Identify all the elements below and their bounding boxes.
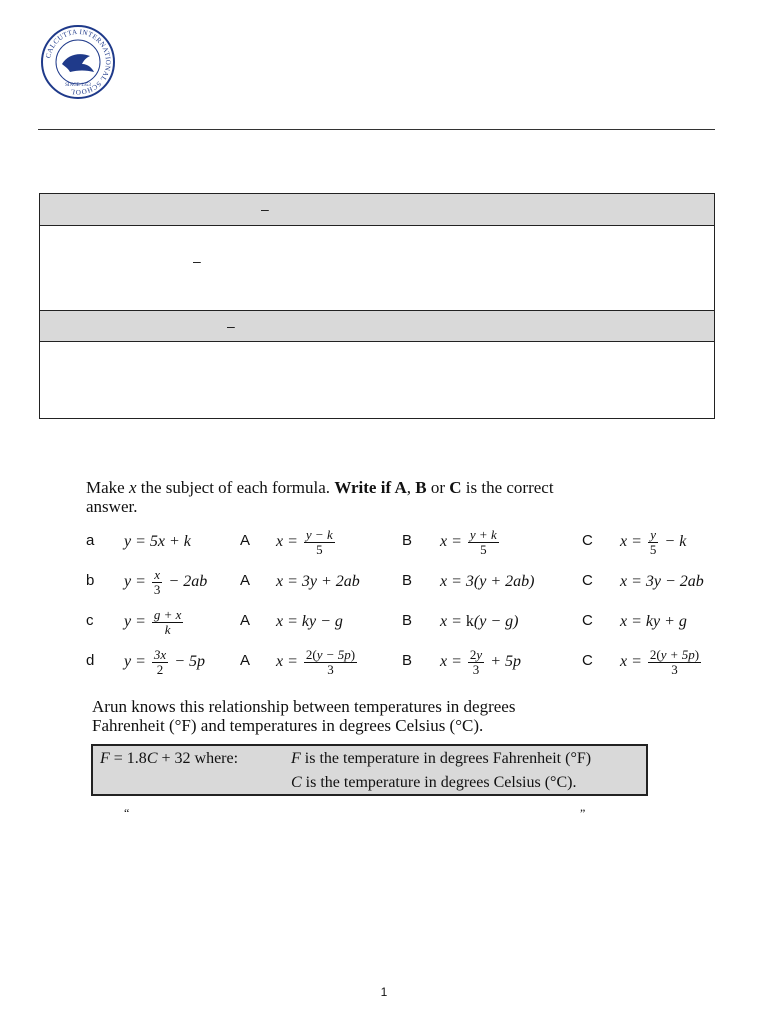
instruction-text	[86, 478, 566, 516]
instr-bold: Write if	[334, 478, 395, 497]
option-c-formula: x = 3y − 2ab	[620, 573, 704, 590]
option-label: A	[240, 572, 251, 589]
question-formula: y = $\frac{x}{3}$ − 2ab	[124, 566, 208, 597]
question-row-a	[86, 522, 726, 562]
option-label: B	[402, 532, 413, 549]
option-label: A	[240, 532, 251, 549]
svg-text:CALCUTTA INTERNATIONAL SCHOOL: CALCUTTA INTERNATIONAL SCHOOL	[44, 27, 113, 97]
info-boxes	[39, 193, 715, 419]
question-formula: y = $\frac{3x}{2}$ − 5p	[124, 646, 205, 677]
instr-option-b: B	[415, 478, 427, 497]
page-number: 1	[380, 985, 388, 999]
instr-part: or	[426, 478, 450, 497]
instr-part: is the correct answer.	[86, 478, 554, 516]
question-label: c	[86, 612, 94, 629]
question-row-b	[86, 562, 726, 602]
option-a-formula: x = ky − g	[276, 613, 343, 630]
option-label: B	[402, 652, 413, 669]
option-label: B	[402, 612, 413, 629]
info-band-2	[40, 310, 714, 342]
option-label: A	[240, 612, 251, 629]
body1-dash: –	[193, 253, 201, 269]
question-formula: y = $\frac{g + x}{k}$	[124, 606, 182, 637]
question-row-c	[86, 602, 726, 642]
option-b-formula: x = 3(y + 2ab)	[440, 573, 535, 590]
band1-dash: –	[261, 201, 269, 217]
option-label: C	[582, 612, 593, 629]
question-row-d	[86, 642, 726, 682]
school-logo	[40, 24, 116, 100]
option-a-formula: x = 3y + 2ab	[276, 573, 360, 590]
formula-box	[91, 744, 648, 796]
instr-var: x	[128, 478, 137, 497]
instr-option-a: A	[394, 478, 407, 497]
option-label: C	[582, 572, 593, 589]
option-a-formula: x = $\frac{2(y - 5p)}{3}$	[276, 646, 356, 677]
instr-option-c: C	[449, 478, 462, 497]
arun-line-2: Fahrenheit (°F) and temperatures in degrees Celsius (°C).	[92, 716, 484, 735]
question-formula: y = 5x + k	[124, 533, 191, 550]
question-label: a	[86, 532, 95, 549]
instr-part: ,	[406, 478, 416, 497]
header-rule	[38, 129, 715, 130]
formula-line-2: C is the temperature in degrees Celsius (°C).	[291, 774, 577, 791]
option-label: B	[402, 572, 413, 589]
instr-part: the subject of each formula.	[136, 478, 335, 497]
option-b-formula: x = $\frac{2y}{3}$ + 5p	[440, 646, 521, 677]
option-b-formula: x = k (y − g)	[440, 613, 519, 630]
arun-line-1: Arun knows this relationship between temperatures in degrees	[92, 697, 516, 716]
option-label: C	[582, 652, 593, 669]
option-c-formula: x = $\frac{y}{5}$ − k	[620, 526, 687, 557]
open-quote: “	[124, 806, 130, 820]
formula-line-1: F is the temperature in degrees Fahrenheit (°F)	[291, 750, 592, 767]
close-quote: ”	[580, 806, 586, 820]
question-label: b	[86, 572, 95, 589]
arun-paragraph	[92, 697, 612, 735]
svg-text:SINCE 1953: SINCE 1953	[65, 83, 91, 88]
band2-dash: –	[227, 318, 235, 334]
info-band-1	[40, 194, 714, 226]
question-label: d	[86, 652, 95, 669]
option-b-formula: x = $\frac{y + k}{5}$	[440, 526, 497, 557]
option-c-formula: x = ky + g	[620, 613, 687, 630]
option-c-formula: x = $\frac{2(y + 5p)}{3}$	[620, 646, 700, 677]
formula-lead: F = 1.8C + 32 where:	[100, 750, 239, 767]
instr-part: Make	[86, 478, 129, 497]
option-label: C	[582, 532, 593, 549]
option-label: A	[240, 652, 251, 669]
option-a-formula: x = $\frac{y - k}{5}$	[276, 526, 333, 557]
